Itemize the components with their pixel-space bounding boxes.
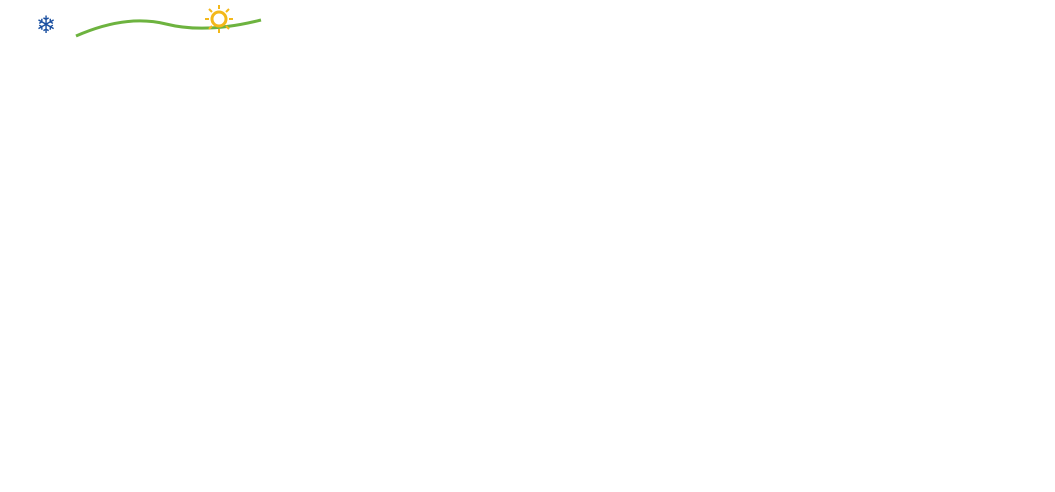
sun-icon bbox=[204, 4, 234, 34]
logo-name bbox=[78, 16, 264, 36]
snowflake-icon: ❄ bbox=[36, 12, 57, 39]
logo bbox=[30, 4, 280, 70]
table-title bbox=[212, 81, 812, 105]
